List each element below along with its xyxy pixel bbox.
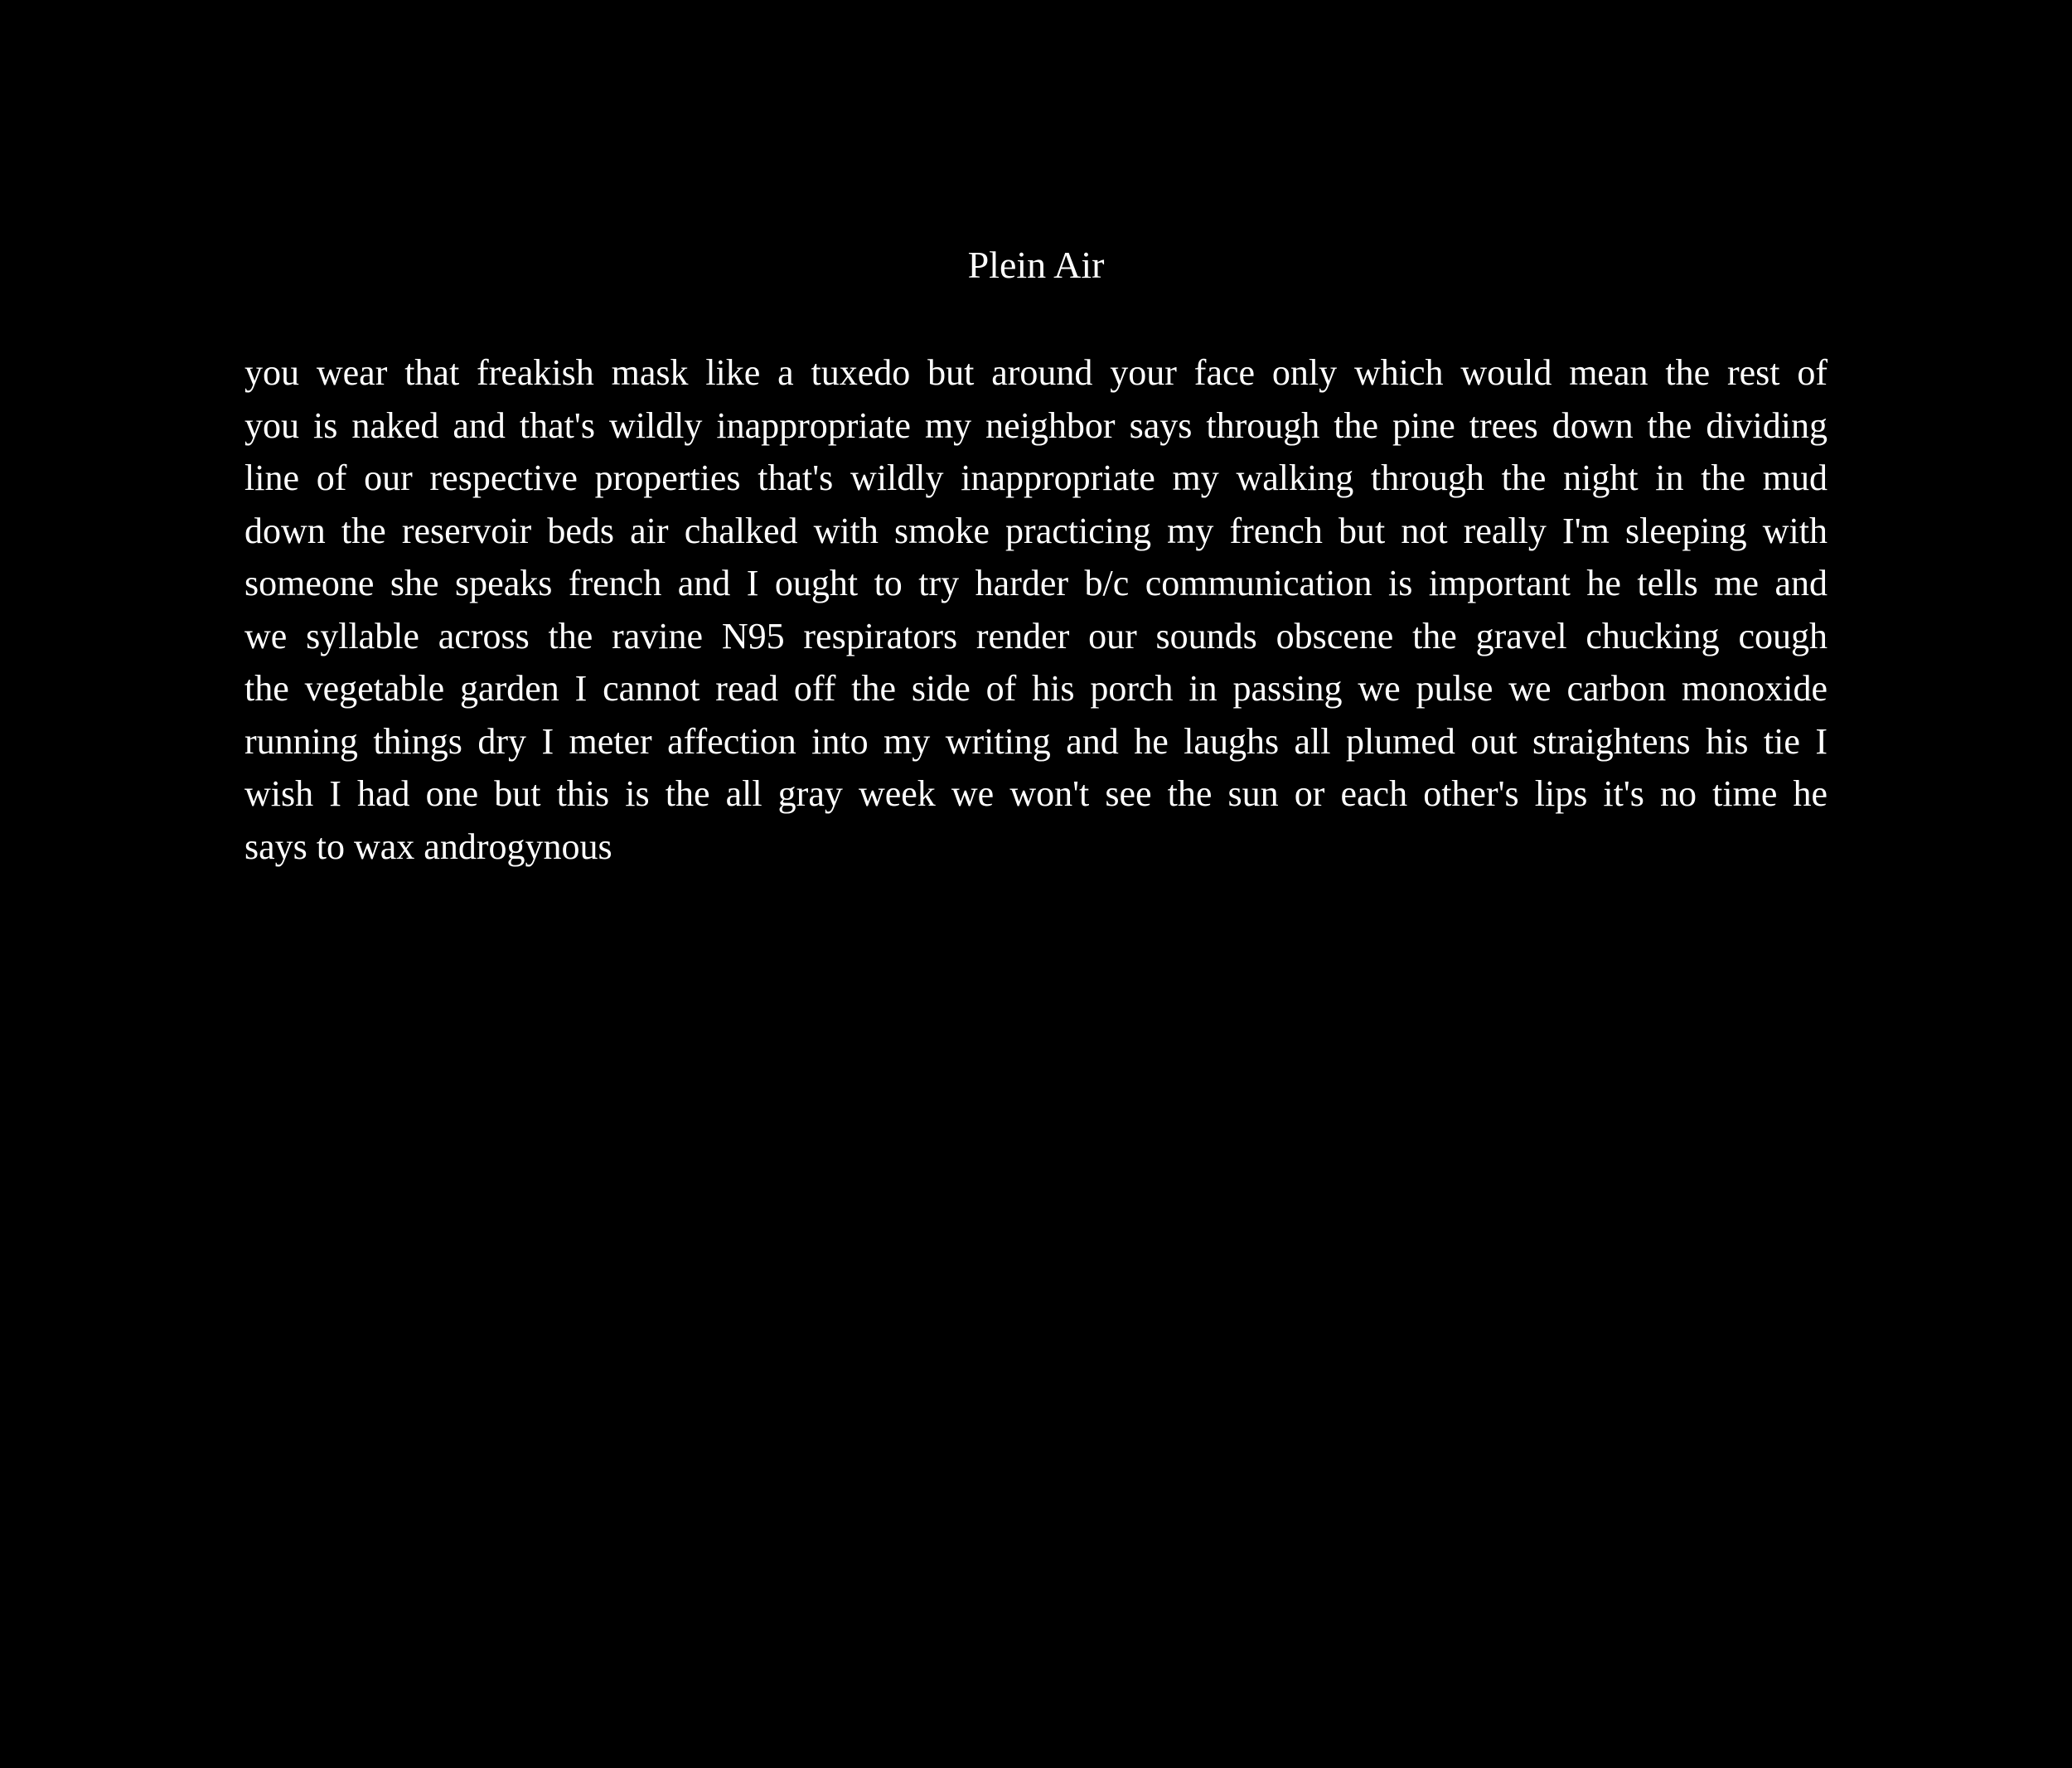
poem-line: you is naked and that's wildly inappropriate my neighbor says through the pine trees down the dividing xyxy=(244,404,1828,446)
poem-line: says to wax androgynous xyxy=(244,826,612,867)
poem-line: someone she speaks french and I ought to try harder b/c communication is important he tells me and xyxy=(244,563,1828,603)
poem-line: the vegetable garden I cannot read off the side of his porch in passing we pulse we carbon monoxide xyxy=(244,668,1828,709)
poem-line: we syllable across the ravine N95 respirators render our sounds obscene the gravel chucking cough xyxy=(244,615,1828,656)
poem-line: wish I had one but this is the all gray week we won't see the sun or each other's lips it's no time he xyxy=(244,773,1828,814)
poem-line: line of our respective properties that's wildly inappropriate my walking through the night in the mud xyxy=(244,458,1828,498)
poem-line: you wear that freakish mask like a tuxedo but around your face only which would mean the rest of xyxy=(244,352,1828,393)
poem-line: down the reservoir beds air chalked with smoke practicing my french but not really I'm sleeping with xyxy=(244,510,1828,551)
poem-body xyxy=(244,346,1828,873)
poem-title: Plein Air xyxy=(967,244,1105,286)
poem-line: running things dry I meter affection into my writing and he laughs all plumed out straightens his tie I xyxy=(244,720,1828,762)
